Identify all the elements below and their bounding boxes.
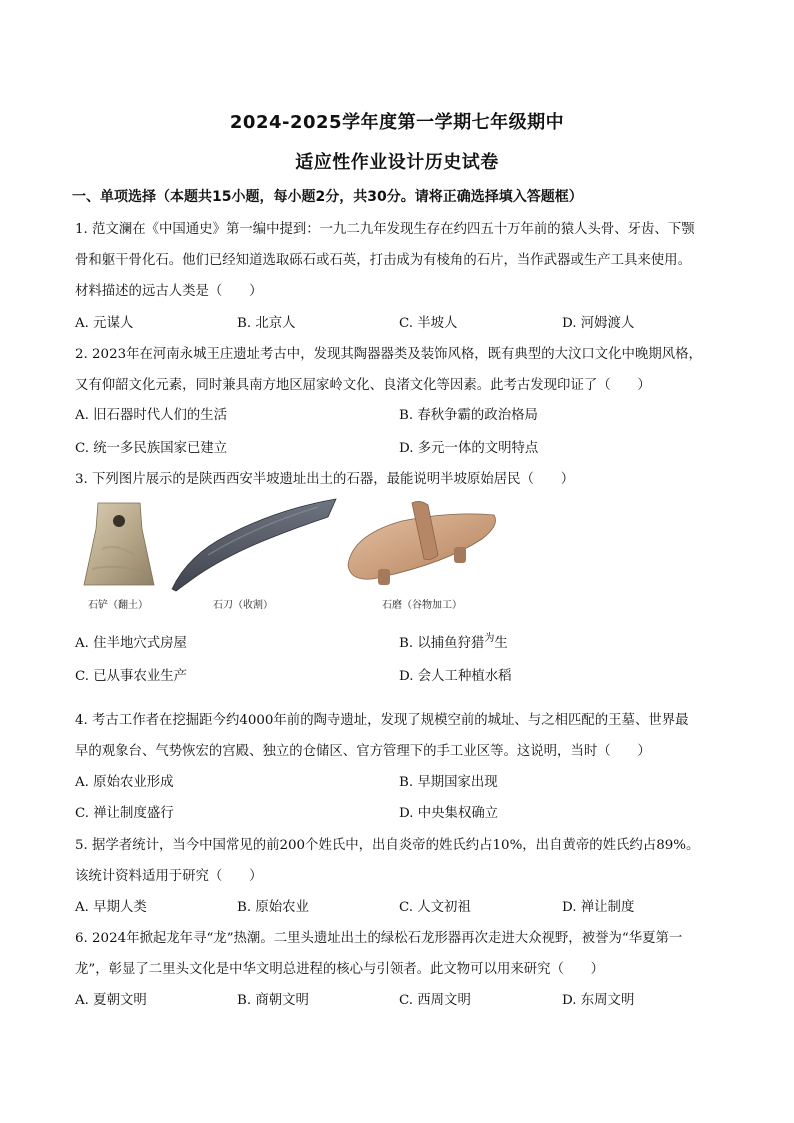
q3-option-a[interactable]: A. 住半地穴式房屋 — [75, 636, 187, 651]
q1-line1: 1. 范文澜在《中国通史》第一编中提到：一九二九年发现生存在约四五十万年前的猿人头骨、牙齿、下颚 — [75, 222, 695, 237]
caption-stone-shovel: 石铲（翻土） — [88, 600, 148, 611]
q1-option-d[interactable]: D. 河姆渡人 — [562, 316, 635, 331]
q4-option-a[interactable]: A. 原始农业形成 — [75, 775, 174, 790]
exam-title-line2: 适应性作业设计历史试卷 — [295, 152, 499, 173]
q2-option-c[interactable]: C. 统一多民族国家已建立 — [75, 441, 228, 456]
q6-option-d[interactable]: D. 东周文明 — [562, 993, 635, 1008]
q1-option-b[interactable]: B. 北京人 — [237, 316, 296, 331]
q3-line1: 3. 下列图片展示的是陕西西安半坡遗址出土的石器，最能说明半坡原始居民（ ） — [75, 472, 575, 487]
stone-shovel-image — [80, 499, 158, 589]
q3-option-b[interactable] — [399, 632, 508, 651]
q2-option-a[interactable]: A. 旧石器时代人们的生活 — [75, 408, 228, 423]
q6-option-c[interactable]: C. 西周文明 — [399, 993, 471, 1008]
caption-stone-knife: 石刀（收割） — [213, 600, 273, 611]
q3-option-c[interactable]: C. 已从事农业生产 — [75, 669, 188, 684]
q1-option-c[interactable]: C. 半坡人 — [399, 316, 458, 331]
q3-option-b-superscript: 为 — [484, 633, 495, 644]
q3-option-b-text: B. 以捕鱼狩猎 — [399, 636, 485, 651]
q5-option-a[interactable]: A. 早期人类 — [75, 900, 147, 915]
q3-figures — [78, 493, 538, 613]
stone-knife-image — [168, 495, 338, 593]
grinding-stone-image — [342, 495, 502, 591]
exam-title-line1: 2024-2025学年度第一学期七年级期中 — [229, 112, 565, 133]
q3-option-b-tail: 生 — [494, 636, 508, 651]
q5-option-d[interactable]: D. 禅让制度 — [562, 900, 635, 915]
q5-line2: 该统计资料适用于研究（ ） — [75, 869, 263, 884]
q2-option-d[interactable]: D. 多元一体的文明特点 — [399, 441, 539, 456]
q1-line3: 材料描述的远古人类是（ ） — [75, 284, 263, 299]
q4-option-b[interactable]: B. 早期国家出现 — [399, 775, 498, 790]
caption-grinding-stone: 石磨（谷物加工） — [382, 600, 462, 611]
section-heading: 一、单项选择（本题共15小题，每小题2分，共30分。请将正确选择填入答题框） — [72, 189, 583, 205]
q3-option-d[interactable]: D. 会人工种植水稻 — [399, 669, 512, 684]
q4-line1: 4. 考古工作者在挖掘距今约4000年前的陶寺遗址，发现了规模空前的城址、与之相匹配的王墓、世界最 — [75, 713, 689, 728]
q4-option-c[interactable]: C. 禅让制度盛行 — [75, 806, 174, 821]
q6-option-b[interactable]: B. 商朝文明 — [237, 993, 309, 1008]
q5-option-b[interactable]: B. 原始农业 — [237, 900, 309, 915]
q6-line2: 龙”，彰显了二里头文化是中华文明总进程的核心与引领者。此文物可以用来研究（ ） — [75, 962, 605, 977]
q6-line1: 6. 2024年掀起龙年寻“龙”热潮。二里头遗址出土的绿松石龙形器再次走进大众视野，被誉为“华夏第一 — [75, 931, 683, 946]
q6-option-a[interactable]: A. 夏朝文明 — [75, 993, 147, 1008]
q5-option-c[interactable]: C. 人文初祖 — [399, 900, 471, 915]
q2-option-b[interactable]: B. 春秋争霸的政治格局 — [399, 408, 538, 423]
q2-line1: 2. 2023年在河南永城王庄遗址考古中，发现其陶器器类及装饰风格，既有典型的大汶口文化中晚期风格， — [75, 347, 702, 362]
q1-line2: 骨和躯干骨化石。他们已经知道选取砾石或石英，打击成为有棱角的石片，当作武器或生产工具来使用。 — [75, 253, 691, 268]
q1-option-a[interactable]: A. 元谋人 — [75, 316, 134, 331]
q4-line2: 早的观象台、气势恢宏的宫殿、独立的仓储区、官方管理下的手工业区等。这说明，当时（ ） — [75, 744, 651, 759]
q4-option-d[interactable]: D. 中央集权确立 — [399, 806, 499, 821]
q5-line1: 5. 据学者统计，当今中国常见的前200个姓氏中，出自炎帝的姓氏约占10%，出自黄帝的姓氏约占89%。 — [75, 838, 700, 853]
q2-line2: 又有仰韶文化元素，同时兼具南方地区屈家岭文化、良渚文化等因素。此考古发现印证了（ ） — [75, 378, 651, 393]
